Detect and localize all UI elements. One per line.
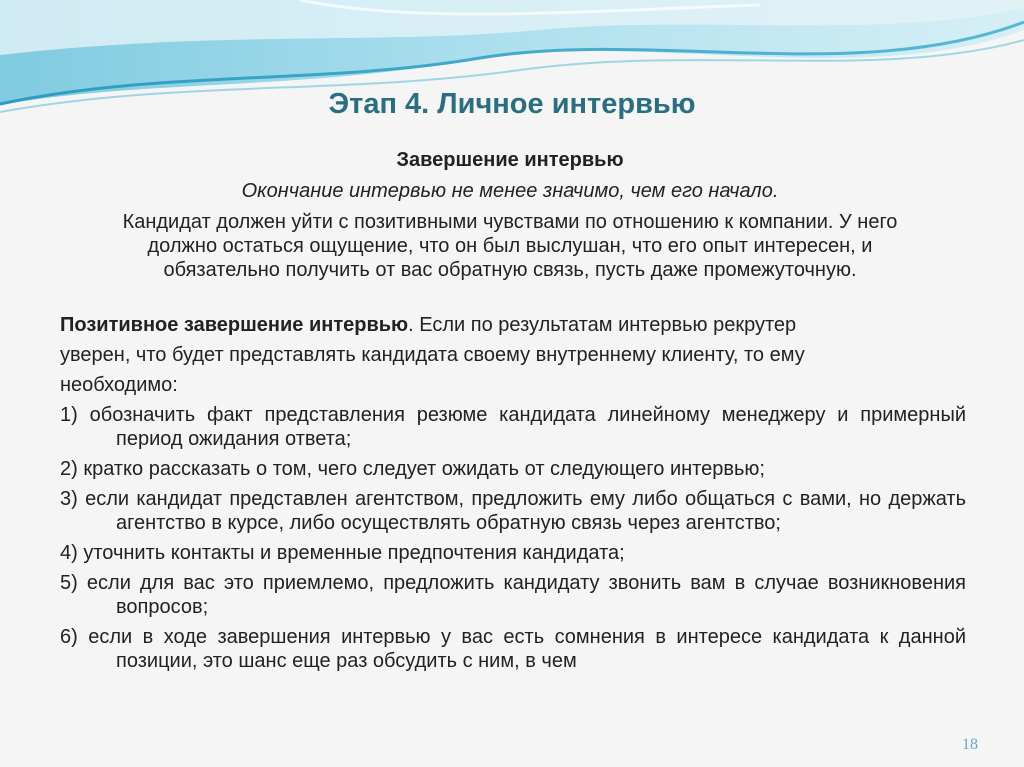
section-subheading: Завершение интервью <box>396 149 624 171</box>
lead-rest: . Если по результатам интервью рекрутер <box>408 314 797 336</box>
centered-paragraph: Кандидат должен уйти с позитивными чувствами по отношению к компании. У него должно остаться ощущение, что он был выслушан, что его опыт интересен, и обязательно получить от вас обратную связь, пусть даже промежуточную. <box>122 211 898 281</box>
list-item: 1) обозначить факт представления резюме кандидата линейному менеджеру и примерный период ожидания ответа; <box>60 404 966 450</box>
page-title: Этап 4. Личное интервью <box>328 88 696 120</box>
list-item: 3) если кандидат представлен агентством, предложить ему либо общаться с вами, но держать агентство в курсе, либо осуществлять обратную связь через агентство; <box>60 488 966 534</box>
list-item: 5) если для вас это приемлемо, предложить кандидату звонить вам в случае возникновения вопросов; <box>60 572 966 618</box>
lead-bold: Позитивное завершение интервью <box>60 314 409 336</box>
paragraph-2: уверен, что будет представлять кандидата своему внутреннему клиенту, то ему <box>60 344 805 366</box>
lead-paragraph <box>60 313 966 337</box>
list-item: 2) кратко рассказать о том, чего следует ожидать от следующего интервью; <box>60 458 765 480</box>
page-number: 18 <box>962 736 978 753</box>
list-item: 6) если в ходе завершения интервью у вас есть сомнения в интересе кандидата к данной позиции, это шанс еще раз обсудить с ним, в чем <box>60 626 966 672</box>
italic-statement: Окончание интервью не менее значимо, чем его начало. <box>241 180 779 202</box>
list-item: 4) уточнить контакты и временные предпочтения кандидата; <box>60 542 625 564</box>
paragraph-3: необходимо: <box>60 374 178 396</box>
body-text <box>60 313 966 679</box>
